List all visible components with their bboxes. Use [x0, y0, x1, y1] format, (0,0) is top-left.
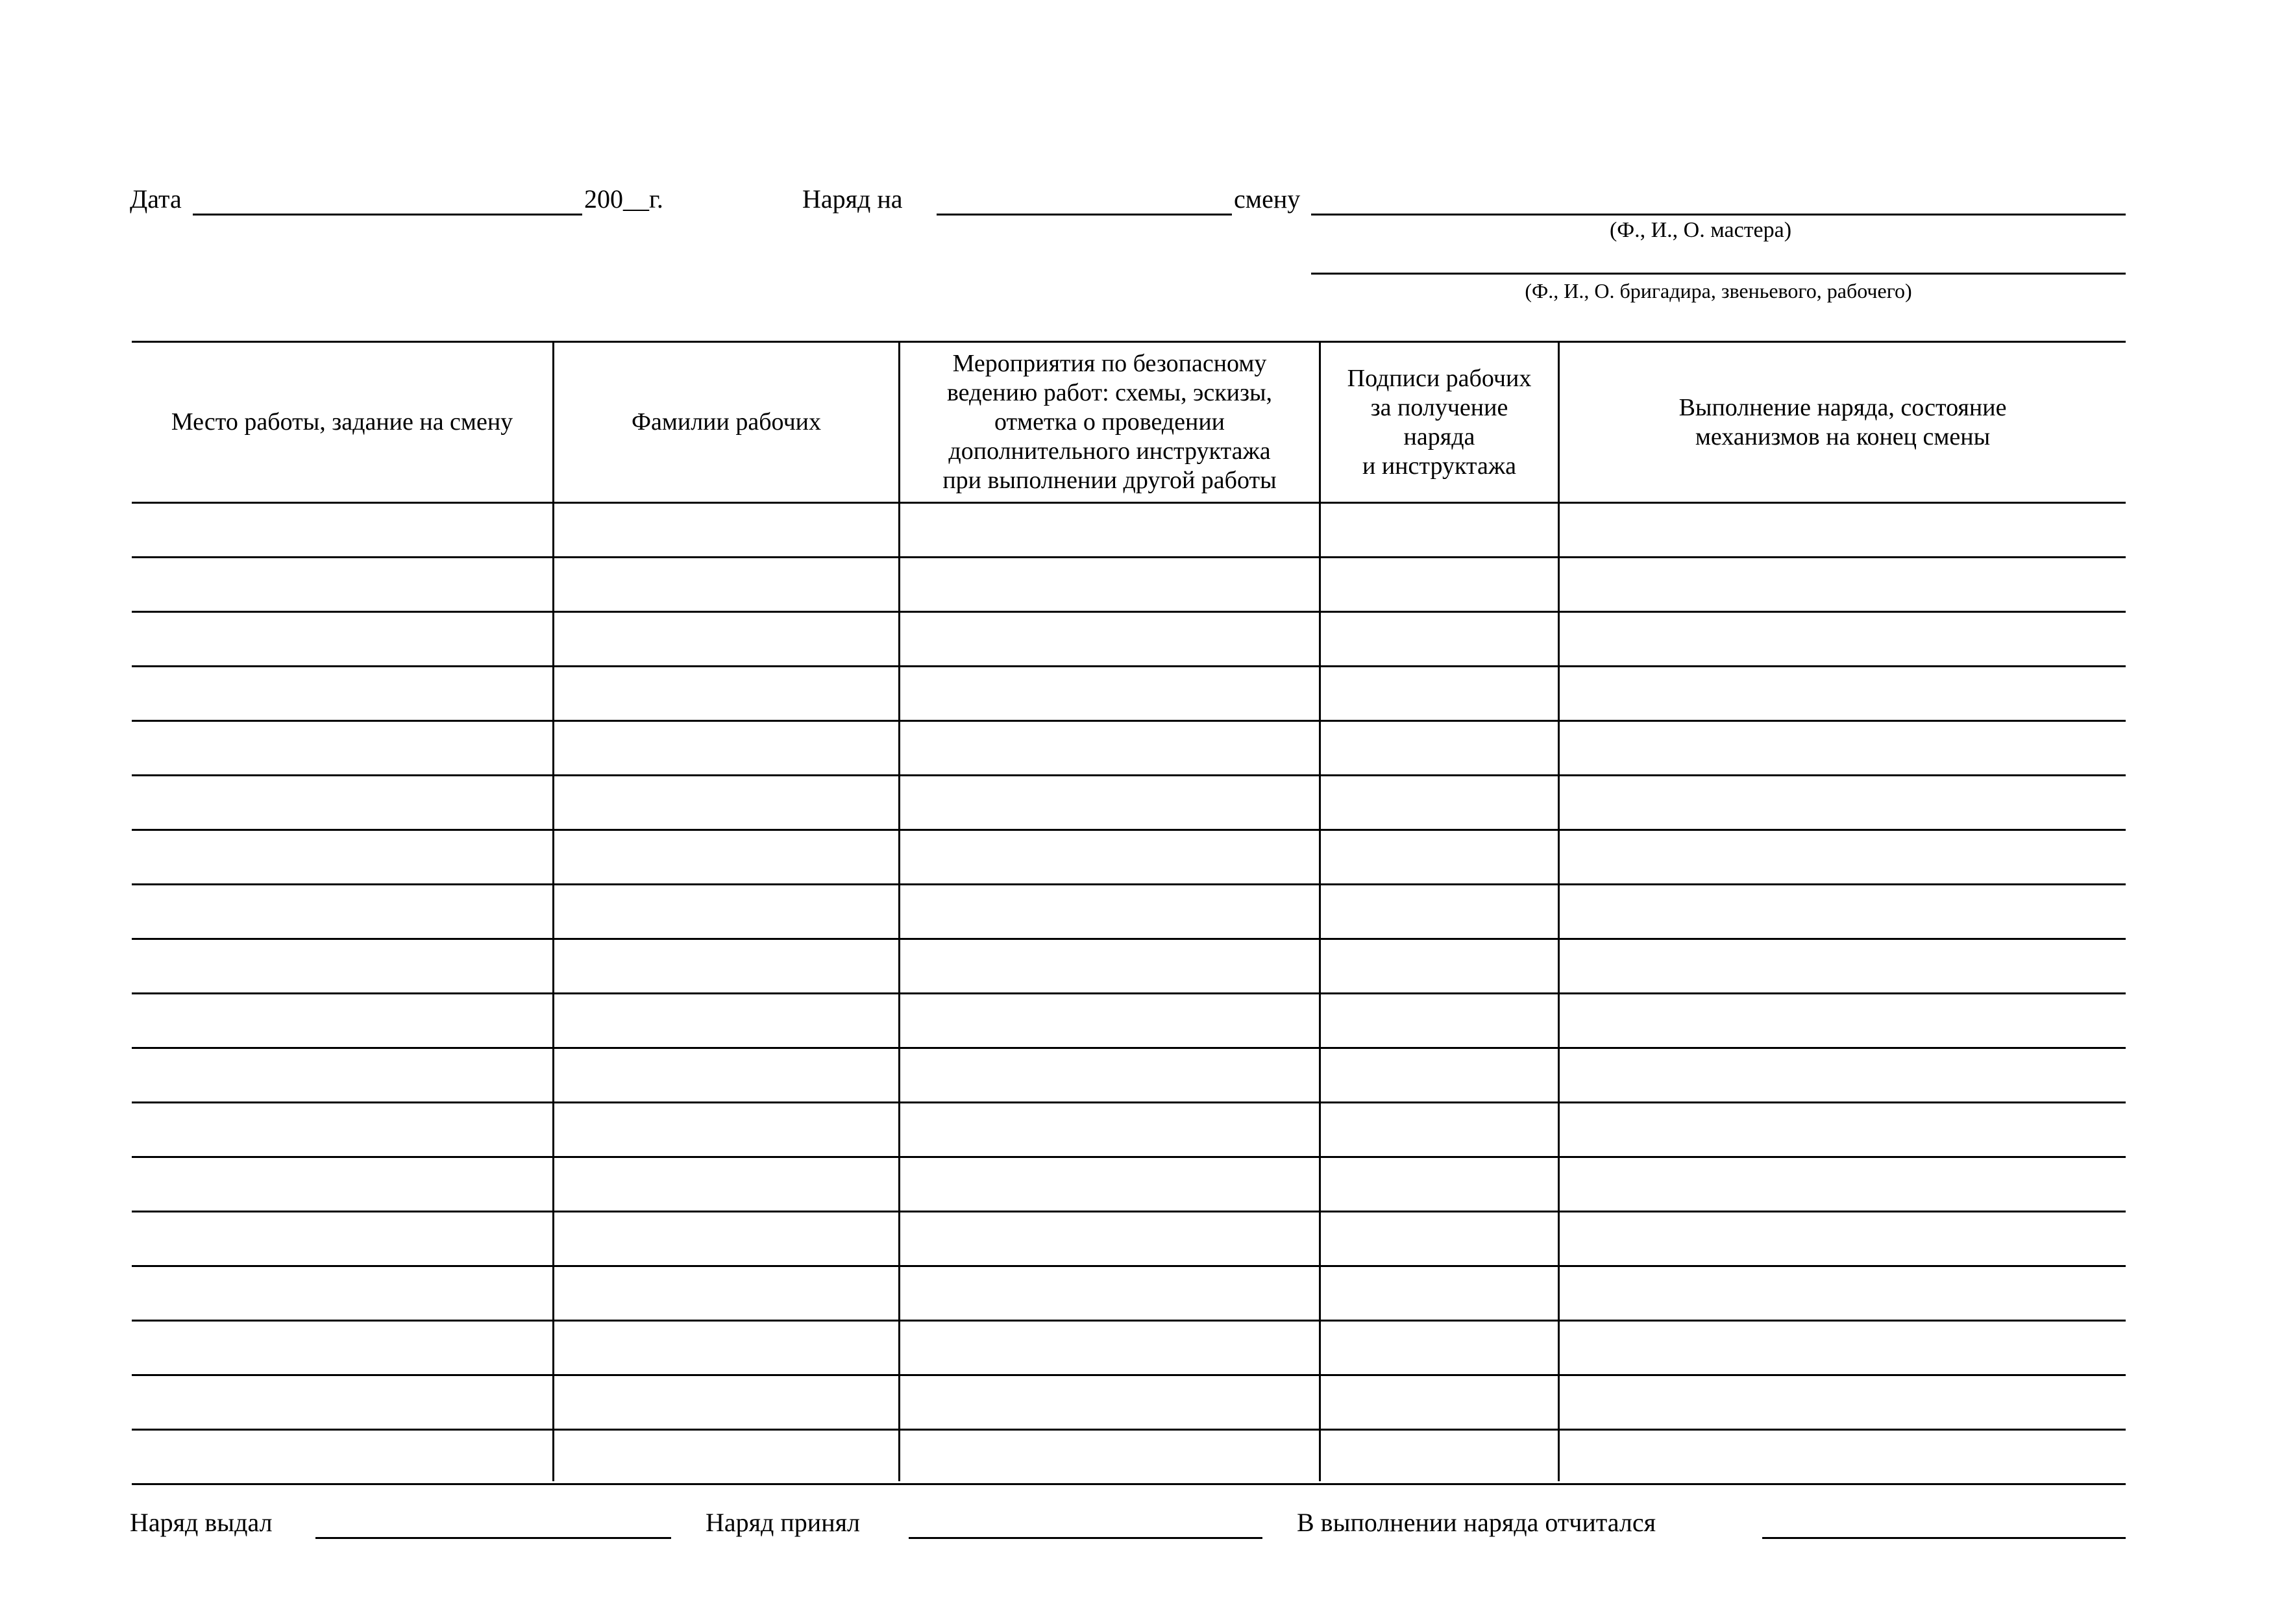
reported-label: В выполнении наряда отчитался — [1297, 1508, 1656, 1537]
table-row-line — [132, 1211, 2126, 1212]
issued-label: Наряд выдал — [130, 1508, 273, 1537]
date-label: Дата — [130, 184, 182, 214]
table-row-line — [132, 1047, 2126, 1049]
date-field-line[interactable] — [193, 214, 582, 215]
column-divider — [1558, 342, 1560, 1481]
issued-signature-line[interactable] — [315, 1537, 671, 1539]
column-divider — [552, 342, 554, 1481]
column-header-worker-names: Фамилии рабочих — [631, 408, 822, 436]
year-label: 200__г. — [584, 184, 663, 214]
table-row-line — [132, 992, 2126, 994]
table-header-border — [132, 502, 2126, 504]
column-header-completion: Выполнение наряда, состояние механизмов на конец смены — [1678, 393, 2007, 450]
master-name-line[interactable] — [1311, 214, 2126, 215]
table-row-line — [132, 1101, 2126, 1103]
table-row-line — [132, 556, 2126, 558]
column-divider — [898, 342, 900, 1481]
order-label: Наряд на — [802, 184, 903, 214]
table-row-line — [132, 883, 2126, 885]
brigadier-caption: (Ф., И., О. бригадира, звеньевого, рабочего) — [1525, 279, 1912, 302]
column-header-worker-signatures: Подписи рабочих за получение наряда и инструктажа — [1347, 364, 1532, 480]
table-row-line — [132, 938, 2126, 940]
table-row-line — [132, 1374, 2126, 1376]
reported-signature-line[interactable] — [1762, 1537, 2126, 1539]
table-row-line — [132, 1320, 2126, 1322]
table-row-line — [132, 829, 2126, 831]
brigadier-name-line[interactable] — [1311, 273, 2126, 275]
column-header-safety-measures: Мероприятия по безопасному ведению работ: схемы, эскизы, отметка о проведении дополнительного инструктажа при выполнении другой работы — [942, 350, 1277, 494]
shift-label: смену — [1234, 184, 1301, 214]
shift-field-line[interactable] — [937, 214, 1232, 215]
master-caption: (Ф., И., О. мастера) — [1609, 218, 1792, 242]
table-row-line — [132, 1483, 2126, 1485]
column-header-workplace: Место работы, задание на смену — [171, 408, 513, 436]
column-divider — [1319, 342, 1321, 1481]
table-row-line — [132, 774, 2126, 776]
table-row-line — [132, 1156, 2126, 1158]
table-row-line — [132, 665, 2126, 667]
table-row-line — [132, 720, 2126, 722]
table-row-line — [132, 611, 2126, 613]
accepted-label: Наряд принял — [706, 1508, 860, 1537]
table-row-line — [132, 1429, 2126, 1431]
table-row-line — [132, 1265, 2126, 1267]
accepted-signature-line[interactable] — [909, 1537, 1262, 1539]
